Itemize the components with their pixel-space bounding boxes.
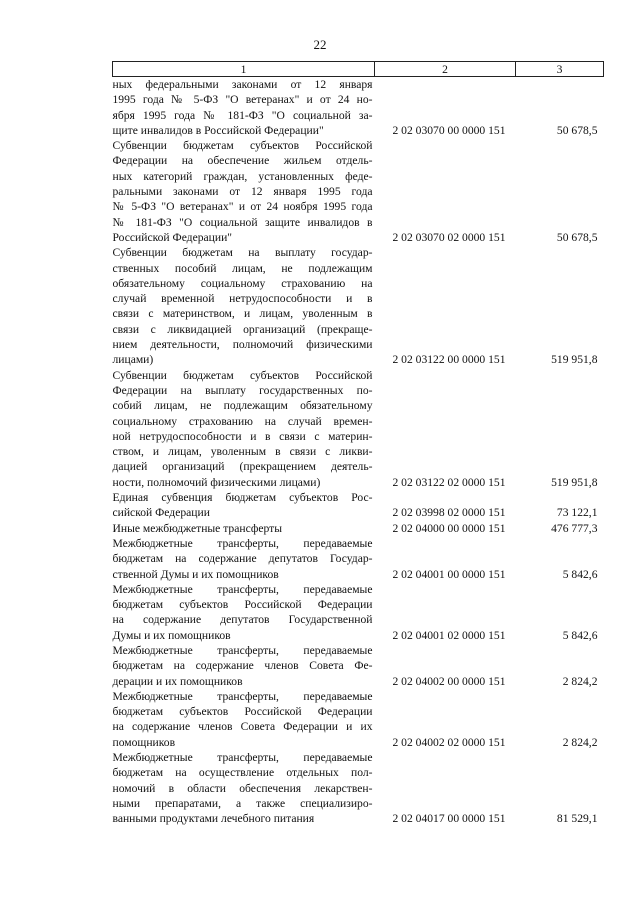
item-name-line: бюджетам субъектов Российской Федерации (112, 598, 373, 612)
table-row (113, 368, 604, 490)
item-name-line: Иные межбюджетные трансферты (112, 521, 283, 535)
item-name (113, 689, 375, 750)
budget-code: 2 02 04001 00 0000 151 (392, 567, 506, 581)
item-name-line: ности, полномочий физическими лицами) (112, 475, 321, 489)
item-name-line: ных категорий граждан, установленных феде- (112, 169, 373, 183)
item-name-line: связи с ликвидацией организаций (прекраще- (112, 322, 373, 336)
item-name-line: ственных пособий лицам, не подлежащим (112, 261, 373, 275)
item-name-line: Субвенции бюджетам субъектов Российской (112, 139, 373, 153)
item-name-line: Межбюджетные трансферты, передаваемые (112, 751, 373, 765)
item-name-line: связи с материнством, и лицам, уволенным в (112, 307, 373, 321)
item-name-line: номочий в области обеспечения лекарствен- (112, 781, 373, 795)
table-row (113, 490, 604, 521)
table-row (113, 536, 604, 582)
budget-code: 2 02 03070 02 0000 151 (392, 230, 506, 244)
item-name-line: на содержание депутатов Государственной (112, 613, 373, 627)
item-name-line: бюджетам на осуществление отдельных пол- (112, 766, 373, 780)
item-name-line: Межбюджетные трансферты, передаваемые (112, 643, 373, 657)
item-name (113, 77, 375, 139)
item-name-line: щите инвалидов в Российской Федерации" (112, 123, 324, 137)
item-name-line: бюджетам на содержание депутатов Государ- (112, 552, 373, 566)
amount: 81 529,1 (556, 812, 598, 826)
item-name-line: нием деятельности, полномочий физическими (112, 338, 373, 352)
item-name-line: дерации и их помощников (112, 674, 243, 688)
item-name-line: бюджетам на содержание членов Совета Фе- (112, 659, 373, 673)
item-name-line: № 181-ФЗ "О социальной защите инвалидов в (112, 215, 373, 229)
item-name (113, 643, 375, 689)
item-name-line: ных федеральными законами от 12 января (112, 78, 373, 91)
item-name-line: ванными продуктами лечебного питания (112, 812, 315, 826)
item-name-line: Федерации на обеспечение жильем отдель- (112, 154, 373, 168)
budget-table (112, 61, 604, 827)
item-name (113, 582, 375, 643)
item-name-line: на содержание членов Совета Федерации и их (112, 720, 373, 734)
item-name-line: собий лицам, не подлежащим обязательному (112, 399, 373, 413)
item-name-line: Межбюджетные трансферты, передаваемые (112, 582, 373, 596)
item-name-line: № 5-ФЗ "О ветеранах" и от 24 ноября 1995 года (112, 200, 373, 214)
page-number: 22 (313, 37, 327, 52)
table-row (113, 521, 604, 536)
item-name-line: 1995 года № 5-ФЗ "О ветеранах" и от 24 но- (112, 93, 373, 107)
item-name-line: ября 1995 года № 181-ФЗ "О социальной за- (112, 108, 373, 122)
amount: 519 951,8 (551, 353, 598, 367)
item-name (113, 368, 375, 490)
budget-code: 2 02 04002 00 0000 151 (392, 674, 506, 688)
table-row (113, 643, 604, 689)
amount: 476 777,3 (551, 521, 598, 535)
column-header-1: 1 (113, 62, 375, 77)
budget-code: 2 02 03070 00 0000 151 (392, 123, 506, 137)
amount: 73 122,1 (556, 506, 598, 520)
item-name-line: ственной Думы и их помощников (112, 567, 279, 581)
budget-code: 2 02 03998 02 0000 151 (392, 506, 506, 520)
item-name-line: лицами) (112, 353, 154, 367)
budget-code: 2 02 04017 00 0000 151 (392, 812, 506, 826)
item-name-line: Российской Федерации" (112, 230, 233, 244)
item-name-line: Единая субвенция бюджетам субъектов Рос- (112, 491, 373, 505)
table-row (113, 245, 604, 367)
table-row (113, 689, 604, 750)
item-name-line: бюджетам субъектов Российской Федерации (112, 705, 373, 719)
budget-code: 2 02 04001 02 0000 151 (392, 628, 506, 642)
item-name-line: ральными законами от 12 января 1995 года (112, 185, 373, 199)
item-name-line: сийской Федерации (112, 506, 210, 520)
table-row (113, 138, 604, 245)
item-name-line: ной нетрудоспособности и в связи с материн- (112, 429, 373, 443)
item-name-line: Федерации на выплату государственных по- (112, 383, 373, 397)
amount: 5 842,6 (562, 567, 598, 581)
amount: 5 842,6 (562, 628, 598, 642)
budget-code: 2 02 03122 02 0000 151 (392, 475, 506, 489)
budget-code: 2 02 04002 02 0000 151 (392, 735, 506, 749)
item-name (113, 750, 375, 826)
budget-code: 2 02 03122 00 0000 151 (392, 353, 506, 367)
item-name-line: обязательному социальному страхованию на (112, 276, 373, 290)
item-name-line: Субвенции бюджетам на выплату государ- (112, 246, 373, 260)
item-name (113, 490, 375, 521)
item-name (113, 536, 375, 582)
item-name-line: Субвенции бюджетам субъектов Российской (112, 368, 373, 382)
amount: 50 678,5 (556, 230, 598, 244)
table-row (113, 750, 604, 826)
item-name-line: ными препаратами, а также специализиро- (112, 796, 373, 810)
column-header-2: 2 (375, 62, 516, 77)
table-header-row (113, 62, 604, 77)
item-name-line: случай временной нетрудоспособности и в (112, 292, 373, 306)
amount: 50 678,5 (556, 123, 598, 137)
item-name-line: дацией организаций (прекращением деятель- (112, 460, 373, 474)
amount: 519 951,8 (551, 475, 598, 489)
item-name (113, 521, 375, 536)
item-name (113, 245, 375, 367)
amount: 2 824,2 (562, 735, 598, 749)
column-header-3: 3 (516, 62, 604, 77)
budget-code: 2 02 04000 00 0000 151 (392, 521, 506, 535)
table-row (113, 582, 604, 643)
item-name-line: помощников (112, 735, 176, 749)
table-row (113, 77, 604, 139)
item-name-line: ством, и лицам, уволенным в связи с ликви- (112, 445, 373, 459)
item-name-line: Межбюджетные трансферты, передаваемые (112, 536, 373, 550)
amount: 2 824,2 (562, 674, 598, 688)
item-name-line: Думы и их помощников (112, 628, 231, 642)
item-name (113, 138, 375, 245)
item-name-line: Межбюджетные трансферты, передаваемые (112, 689, 373, 703)
item-name-line: социальному страхованию на случай времен- (112, 414, 373, 428)
